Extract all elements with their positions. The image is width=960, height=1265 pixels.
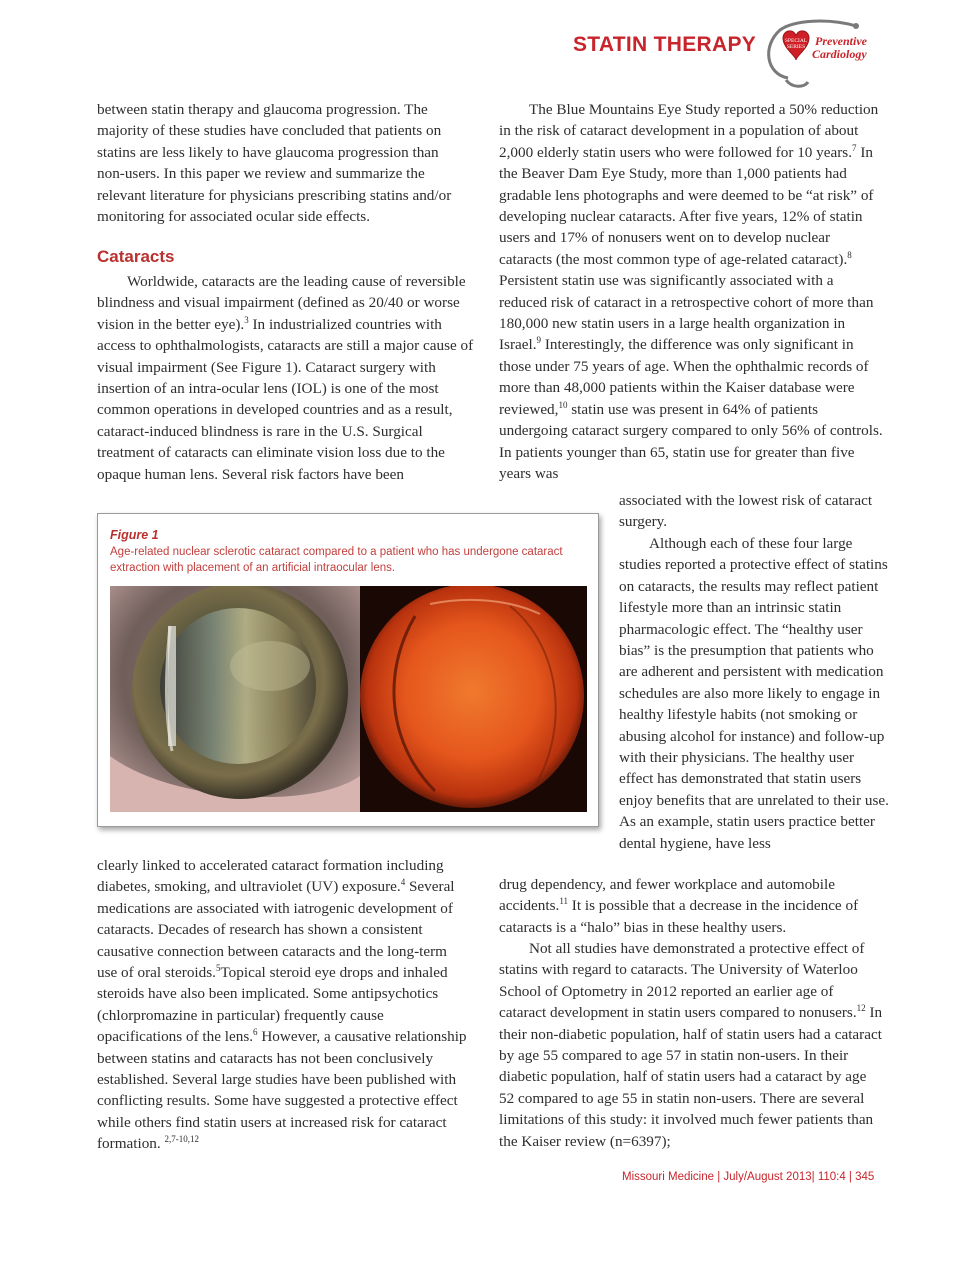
citation-ref: 4 bbox=[400, 877, 406, 888]
healthy-user-paragraph: Although each of these four large studies reported a protective effect of statins on cataracts, the results may reflect patient lifestyle more than an intrinsic statin pharmacologic effect. The “healthy user bias” is the presumption that patients who are adherent and persistent with medication schedules are also more likely to engage in healthy lifestyle habits (not smoking or abusing alcohol for instance) and follow-up with their physicians. The healthy user effect has demonstrated that statin users enjoy benefits that are unrelated to their use. As an example, statin users practice better dental hygiene, have less bbox=[619, 535, 889, 852]
text-run: In industrialized countries with access to ophthalmologists, cataracts are still a major cause of visual impairment (See Figure 1). Cataract surgery with insertion of an intra-ocular lens (IOL) is one of the most common operations in developed countries and as a result, cataract-induced blindness is rare in the U.S. Surgical treatment of cataracts can eliminate vision loss due to the opaque human lens. Several risk factors have been bbox=[97, 315, 474, 483]
text-run: Not all studies have demonstrated a protective effect of statins with regard to cataracts. The University of Waterloo School of Optometry in 2012 reported an earlier age of cataract development in statin users compared to nonusers. bbox=[499, 940, 865, 1022]
iol-eye-photo bbox=[360, 586, 587, 812]
preventive-label: Preventive bbox=[815, 34, 867, 48]
text-run: clearly linked to accelerated cataract formation including diabetes, smoking, and ultraviolet (UV) exposure. bbox=[97, 857, 444, 896]
series-title: STATIN THERAPY bbox=[573, 33, 757, 56]
stethoscope-heart-icon bbox=[758, 16, 878, 96]
cataracts-paragraph bbox=[97, 271, 478, 485]
cataract-eye-photo bbox=[110, 586, 360, 812]
text-run: It is possible that a decrease in the incidence of cataracts is a “halo” bias in these healthy users. bbox=[499, 897, 859, 936]
citation-ref: 6 bbox=[253, 1027, 258, 1038]
text-run: Interestingly, the difference was only significant in those under 75 years of age. When the ophthalmic records of more than 48,000 patients within the Kaiser database were reviewed, bbox=[499, 336, 869, 418]
citation-ref: 5 bbox=[215, 962, 221, 973]
citation-ref: 3 bbox=[244, 314, 249, 325]
citation-ref: 10 bbox=[558, 399, 568, 410]
cardiology-label: Cardiology bbox=[812, 47, 867, 61]
preventive-cardiology-logo bbox=[758, 16, 878, 96]
text-run: The Blue Mountains Eye Study reported a 50% reduction in the risk of cataract development in a population of about 2,000 elderly statin users who were followed for 10 years. bbox=[499, 101, 879, 161]
citation-ref: 7 bbox=[852, 142, 857, 153]
figure-caption: Age-related nuclear sclerotic cataract compared to a patient who has undergone cataract extraction with placement of an artificial intraocular lens. bbox=[110, 546, 563, 574]
text-run: statin use was present in 64% of patients undergoing cataract surgery compared to only 56% of controls. In patients younger than 65, statin use for greater than five years was bbox=[499, 400, 883, 482]
citation-ref: 2,7-10,12 bbox=[164, 1134, 199, 1145]
special-label: SPECIAL bbox=[784, 38, 808, 44]
text-run: drug dependency, and fewer workplace and automobile accidents. bbox=[499, 876, 835, 915]
waterloo-paragraph bbox=[499, 938, 883, 1152]
section-heading-cataracts: Cataracts bbox=[97, 247, 175, 266]
figure-label: Figure 1 bbox=[110, 528, 159, 542]
intro-paragraph: between statin therapy and glaucoma progression. The majority of these studies have concluded that patients on statins are less likely to have glaucoma progression than non-users. In this paper we review and summarize the relevant literature for physicians prescribing statins and/or monitoring for associated ocular side effects. bbox=[97, 101, 452, 226]
figure-1 bbox=[97, 513, 599, 827]
risk-factors-paragraph bbox=[97, 855, 470, 1155]
text-run: Topical steroid eye drops and inhaled steroids have also been implicated. Some antipsychotics (chlorpromazine in particular) frequently cause opacifications of the lens. bbox=[97, 964, 448, 1046]
series-label: SERIES bbox=[786, 44, 806, 50]
text-run: However, a causative relationship between statins and cataracts has not been conclusively established. Several large studies have been published with conflicting results. Some have suggested a protective effect while others find statin users at increased risk for cataract formation. bbox=[97, 1028, 467, 1153]
text-run: In their non-diabetic population, half of statin users had a cataract by age 55 compared to age 57 in statin non-users. In their diabetic population, half of statin users had a cataract by age 52 compared to age 55 in statin non-users. There are several limitations of this study: it involved much fewer patients than the Kaiser review (n=6397); bbox=[499, 1004, 883, 1150]
text-run: Worldwide, cataracts are the leading cause of reversible blindness and visual impairment (defined as 20/40 or worse vision in the better eye). bbox=[97, 273, 466, 333]
text-run: In the Beaver Dam Eye Study, more than 1,000 patients had gradable lens photographs and were deemed to be “at risk” of developing nuclear cataracts. After five years, 12% of statin users and 17% of nonusers went on to develop nuclear cataracts (the most common type of age-related cataract). bbox=[499, 143, 874, 268]
kaiser-continuation: associated with the lowest risk of cataract surgery. bbox=[619, 492, 873, 531]
page-footer-citation: Missouri Medicine | July/August 2013| 110:4 | 345 bbox=[622, 1171, 875, 1183]
citation-ref: 11 bbox=[559, 896, 568, 907]
halo-bias-paragraph bbox=[499, 874, 883, 938]
text-run: Several medications are associated with iatrogenic development of cataracts. Decades of research has shown a consistent causative connection between cataracts and the long-term use of oral steroids. bbox=[97, 878, 455, 982]
citation-ref: 12 bbox=[856, 1003, 866, 1014]
blue-mountains-paragraph bbox=[499, 99, 883, 484]
citation-ref: 8 bbox=[847, 249, 852, 260]
citation-ref: 9 bbox=[536, 335, 542, 346]
text-run: Persistent statin use was significantly associated with a reduced risk of cataract in a retrospective cohort of more than 180,000 new statin users in a large health organization in Israel. bbox=[499, 272, 874, 354]
